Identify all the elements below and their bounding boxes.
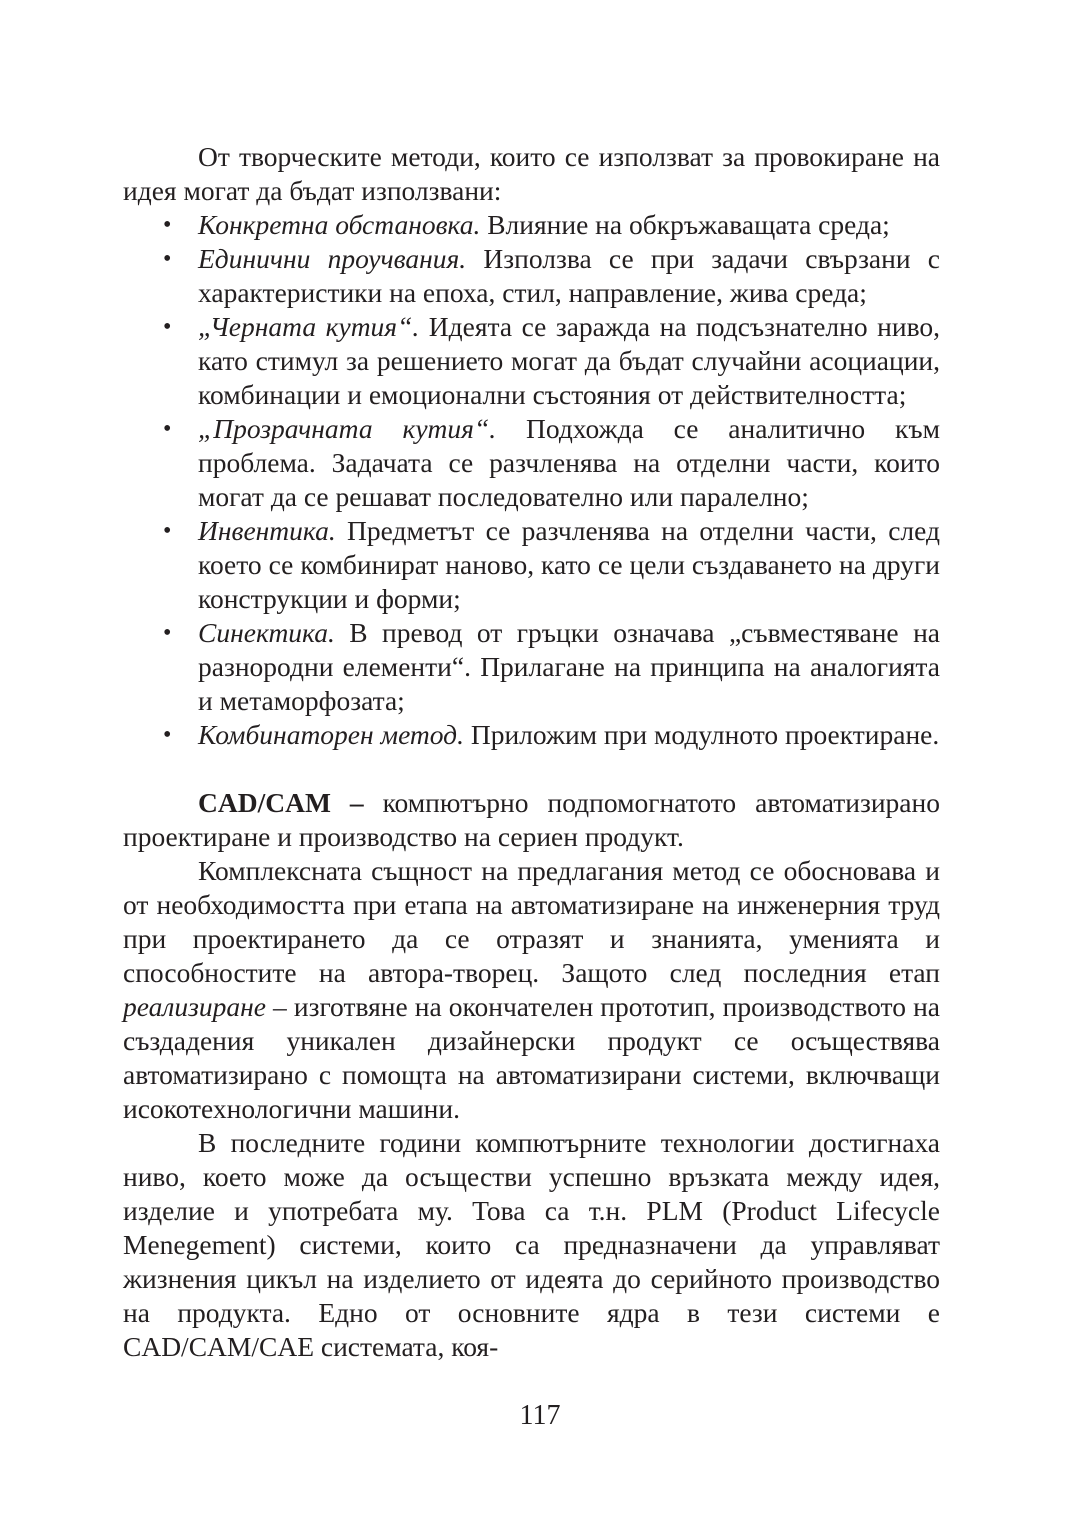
bullet-icon: •: [163, 518, 172, 544]
method-term: „Черната кутия“.: [198, 311, 420, 342]
list-item: [123, 514, 940, 616]
creative-methods-list: [123, 208, 940, 752]
method-description: Влияние на обкръжаващата среда;: [480, 209, 890, 240]
method-description: Подхожда се аналитично към проблема. Задачата се разчленява на отделни части, които могат да се решават последователно или паралелно;: [198, 413, 940, 512]
bullet-icon: •: [163, 314, 172, 340]
bullet-icon: •: [163, 212, 172, 238]
list-item: [123, 412, 940, 514]
list-item: [123, 718, 940, 752]
paragraph-text: Комплексната същност на предлагания метод се обосновава и от необходимостта при етапа на автоматизиране на инженерния труд при проектирането да се отразят и знанията, уменията и способностите на автора-творец. Защото след последния етап: [123, 855, 940, 988]
method-description: Предметът се разчленява на отделни части, след което се комбинират наново, като се цели създаването на други конструкции и форми;: [198, 515, 940, 614]
method-essence-paragraph: [123, 854, 940, 1126]
list-item: [123, 310, 940, 412]
paragraph-text: – изготвяне на окончателен прототип, производството на създадения уникален дизайнерски продукт се осъществява автоматизирано с помощта на автоматизирани системи, включващи исокотехнологични машини.: [123, 991, 940, 1124]
method-description: Приложим при модулното проектиране.: [463, 719, 940, 750]
method-term: Единични проучвания.: [198, 243, 467, 274]
section-spacer: [123, 752, 940, 786]
method-term: Конкретна обстановка.: [198, 209, 481, 240]
intro-paragraph: От творческите методи, които се използват за провокиране на идея могат да бъдат използвани:: [123, 141, 940, 206]
method-description: Идеята се заражда на подсъзнателно ниво, като стимул за решението могат да бъдат случайни асоциации, комбинации и емоционални състояния от действителността;: [198, 311, 941, 410]
method-description: Използва се при задачи свързани с характеристики на епоха, стил, направление, жива среда;: [198, 243, 941, 308]
method-term: „Прозрачната кутия“.: [198, 413, 497, 444]
page-body: [123, 140, 940, 1364]
page-number: 117: [519, 1400, 561, 1431]
plm-paragraph: В последните години компютърните технологии достигнаха ниво, което може да осъществи успешно връзката между идея, изделие и употребата му. Това са т.н. PLM (Product Lifecycle Menegement) системи, които са предназначени да управляват жизнения цикъл на изделието от идеята до серийното производство на продукта. Едно от основните ядра в тези системи е CAD/CAM/CAE системата, коя-: [123, 1127, 940, 1362]
method-term: Комбинаторен метод.: [198, 719, 464, 750]
bullet-icon: •: [163, 722, 172, 748]
bullet-icon: •: [163, 246, 172, 272]
emphasized-term: реализиране: [123, 991, 266, 1022]
method-term: Синектика.: [198, 617, 335, 648]
list-item: [123, 208, 940, 242]
cad-cam-definition: компютърно подпомогнатото автоматизирано проектиране и производство на сериен продукт.: [123, 787, 940, 852]
cad-cam-term: CAD/CAM –: [198, 787, 364, 818]
method-description: В превод от гръцки означава „съвместяване на разнородни елементи“. Прилагане на принципа на аналогията и метаморфозата;: [198, 617, 940, 716]
cad-cam-paragraph: [123, 786, 940, 854]
list-item: [123, 242, 940, 310]
bullet-icon: •: [163, 416, 172, 442]
method-term: Инвентика.: [198, 515, 336, 546]
bullet-icon: •: [163, 620, 172, 646]
list-item: [123, 616, 940, 718]
